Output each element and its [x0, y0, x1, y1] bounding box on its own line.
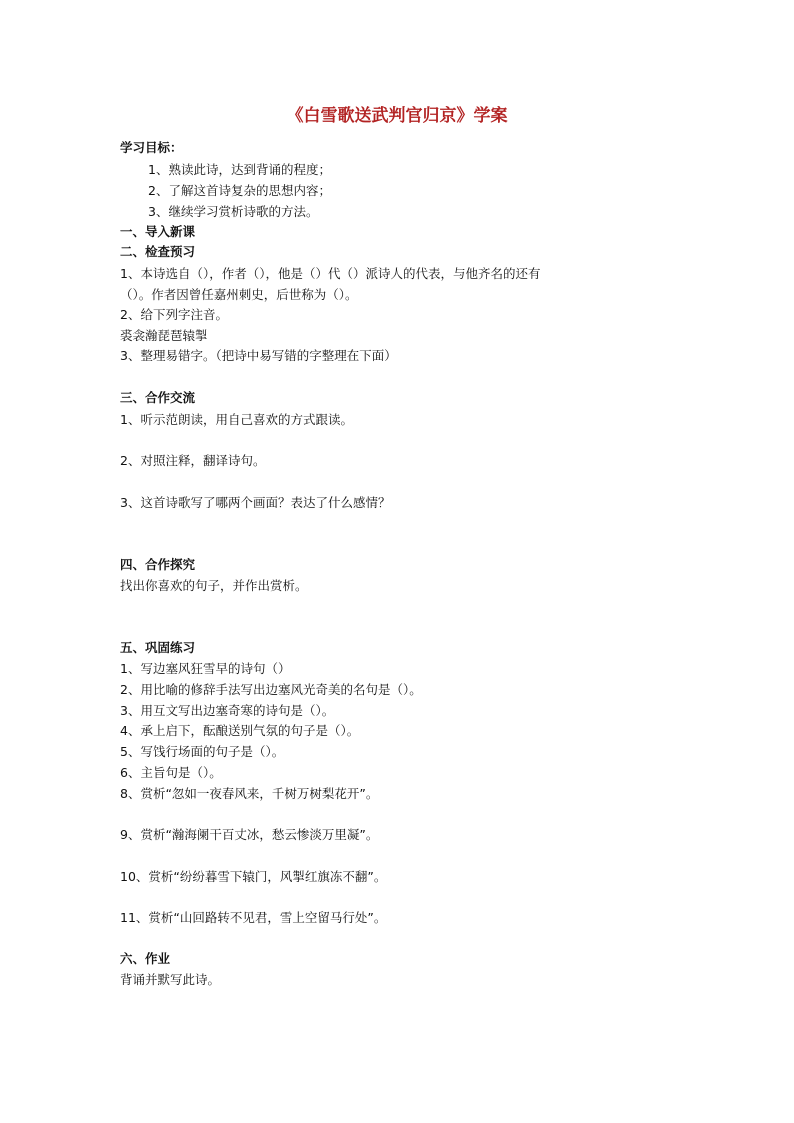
exercise-item: 2、用比喻的修辞手法写出边塞风光奇美的名句是（）。 — [120, 682, 422, 697]
goal-item: 2、了解这首诗复杂的思想内容； — [148, 183, 331, 198]
exercise-item: 8、赏析“忽如一夜春风来，千树万树梨花开”。 — [120, 786, 379, 801]
goal-item: 3、继续学习赏析诗歌的方法。 — [148, 204, 319, 219]
explore-item: 找出你喜欢的句子，并作出赏析。 — [120, 578, 308, 593]
goal-item: 1、熟读此诗，达到背诵的程度； — [148, 162, 331, 177]
section-heading-6: 六、作业 — [120, 951, 171, 966]
exercise-item: 6、主旨句是（）。 — [120, 765, 222, 780]
section-heading-1: 一、导入新课 — [120, 224, 196, 239]
homework-item: 背诵并默写此诗。 — [120, 972, 221, 987]
pronunciation-characters: 裘衾瀚琵琶辕掣 — [120, 328, 208, 343]
preview-question: 3、整理易错字。（把诗中易写错的字整理在下面） — [120, 348, 397, 363]
exchange-item: 2、对照注释，翻译诗句。 — [120, 453, 266, 468]
section-heading-5: 五、巩固练习 — [120, 640, 196, 655]
section-heading-4: 四、合作探究 — [120, 557, 196, 572]
section-heading-2: 二、检查预习 — [120, 244, 196, 259]
goals-heading: 学习目标： — [120, 140, 183, 155]
preview-question: （）。作者因曾任嘉州刺史，后世称为（）。 — [120, 287, 358, 302]
exercise-item: 10、赏析“纷纷暮雪下辕门，风掣红旗冻不翻”。 — [120, 869, 387, 884]
exercise-item: 9、赏析“瀚海阑干百丈冰，愁云惨淡万里凝”。 — [120, 827, 379, 842]
preview-question: 1、本诗选自（），作者（），他是（）代（）派诗人的代表，与他齐名的还有 — [120, 266, 541, 281]
exercise-item: 1、写边塞风狂雪早的诗句（） — [120, 661, 291, 676]
exchange-item: 3、这首诗歌写了哪两个画面？表达了什么感情？ — [120, 495, 391, 510]
preview-question: 2、给下列字注音。 — [120, 307, 228, 322]
exercise-item: 11、赏析“山回路转不见君，雪上空留马行处”。 — [120, 910, 387, 925]
exercise-item: 4、承上启下，酝酿送别气氛的句子是（）。 — [120, 723, 360, 738]
exercise-item: 3、用互文写出边塞奇寒的诗句是（）。 — [120, 703, 335, 718]
document-title: 《白雪歌送武判官归京》学案 — [286, 106, 508, 126]
exchange-item: 1、听示范朗读，用自己喜欢的方式跟读。 — [120, 412, 353, 427]
exercise-item: 5、写饯行场面的句子是（）。 — [120, 744, 285, 759]
section-heading-3: 三、合作交流 — [120, 390, 196, 405]
